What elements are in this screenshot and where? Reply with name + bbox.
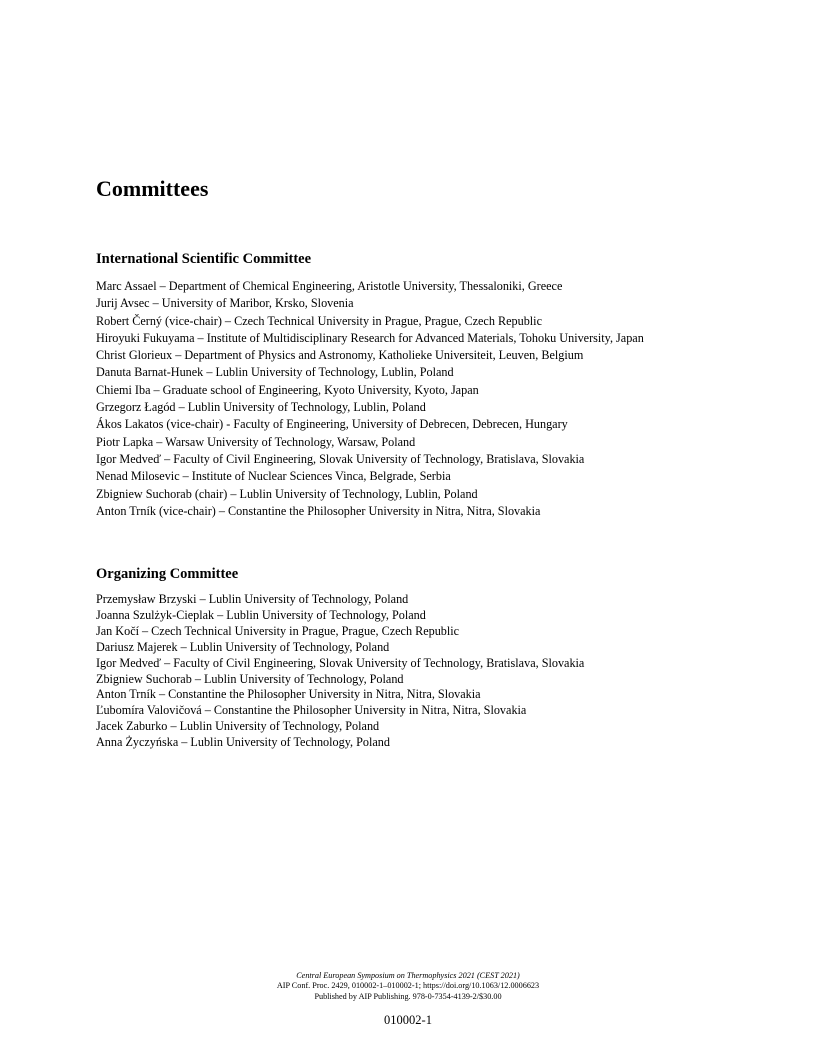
international-committee-heading: International Scientific Committee bbox=[96, 251, 312, 267]
organizing-committee-member: Dariusz Majerek – Lublin University of Technology, Poland bbox=[96, 639, 390, 654]
international-committee-member: Nenad Milosevic – Institute of Nuclear Sciences Vinca, Belgrade, Serbia bbox=[96, 469, 451, 484]
organizing-committee-heading: Organizing Committee bbox=[96, 566, 239, 582]
international-committee-member: Robert Černý (vice-chair) – Czech Technical University in Prague, Prague, Czech Republic bbox=[96, 313, 542, 328]
international-committee-member: Hiroyuki Fukuyama – Institute of Multidisciplinary Research for Advanced Materials, Tohoku University, Japan bbox=[96, 330, 644, 345]
international-committee-member: Anton Trník (vice-chair) – Constantine the Philosopher University in Nitra, Nitra, Slovakia bbox=[96, 503, 541, 518]
organizing-committee-member: Zbigniew Suchorab – Lublin University of Technology, Poland bbox=[96, 671, 404, 686]
page-number: 010002-1 bbox=[384, 1013, 432, 1027]
organizing-committee-member: Jan Kočí – Czech Technical University in Prague, Prague, Czech Republic bbox=[96, 623, 460, 638]
international-committee-member: Chiemi Iba – Graduate school of Engineering, Kyoto University, Kyoto, Japan bbox=[96, 382, 479, 397]
international-committee-member: Marc Assael – Department of Chemical Engineering, Aristotle University, Thessaloniki, Greece bbox=[96, 279, 563, 293]
organizing-committee-member: Joanna Szulżyk-Cieplak – Lublin University of Technology, Poland bbox=[96, 607, 426, 622]
organizing-committee-member: Anton Trník – Constantine the Philosopher University in Nitra, Nitra, Slovakia bbox=[96, 687, 481, 702]
footer-publisher: Published by AIP Publishing. 978-0-7354-4139-2/$30.00 bbox=[314, 992, 502, 1001]
organizing-committee-member: Anna Życzyńska – Lublin University of Technology, Poland bbox=[96, 735, 390, 750]
international-committee-member: Danuta Barnat-Hunek – Lublin University of Technology, Lublin, Poland bbox=[96, 365, 454, 380]
international-committee-member: Christ Glorieux – Department of Physics and Astronomy, Katholieke Universiteit, Leuven, Belgium bbox=[96, 348, 584, 363]
international-committee-member: Igor Medveď – Faculty of Civil Engineering, Slovak University of Technology, Bratislava, Slovakia bbox=[96, 451, 585, 466]
organizing-committee-list bbox=[96, 592, 584, 751]
organizing-committee-member: Igor Medveď – Faculty of Civil Engineering, Slovak University of Technology, Bratislava, Slovakia bbox=[96, 655, 585, 670]
footer-conference: Central European Symposium on Thermophysics 2021 (CEST 2021) bbox=[296, 971, 520, 980]
footer-citation: AIP Conf. Proc. 2429, 010002-1–010002-1; https://doi.org/10.1063/12.0006623 bbox=[276, 981, 540, 990]
international-committee-member: Jurij Avsec – University of Maribor, Krsko, Slovenia bbox=[96, 296, 354, 311]
international-committee-member: Grzegorz Łagód – Lublin University of Technology, Lublin, Poland bbox=[96, 400, 426, 415]
organizing-committee-member: Jacek Zaburko – Lublin University of Technology, Poland bbox=[96, 719, 380, 734]
international-committee-member: Ákos Lakatos (vice-chair) - Faculty of Engineering, University of Debrecen, Debrecen, Hungary bbox=[96, 417, 568, 432]
international-committee-member: Piotr Lapka – Warsaw University of Technology, Warsaw, Poland bbox=[96, 434, 416, 449]
organizing-committee-member: Ľubomíra Valovičová – Constantine the Philosopher University in Nitra, Nitra, Slovakia bbox=[96, 703, 527, 718]
international-committee-list bbox=[96, 278, 644, 520]
international-committee-member: Zbigniew Suchorab (chair) – Lublin University of Technology, Lublin, Poland bbox=[96, 486, 478, 501]
page-title: Committees bbox=[96, 176, 209, 201]
organizing-committee-member: Przemysław Brzyski – Lublin University of Technology, Poland bbox=[96, 592, 409, 606]
